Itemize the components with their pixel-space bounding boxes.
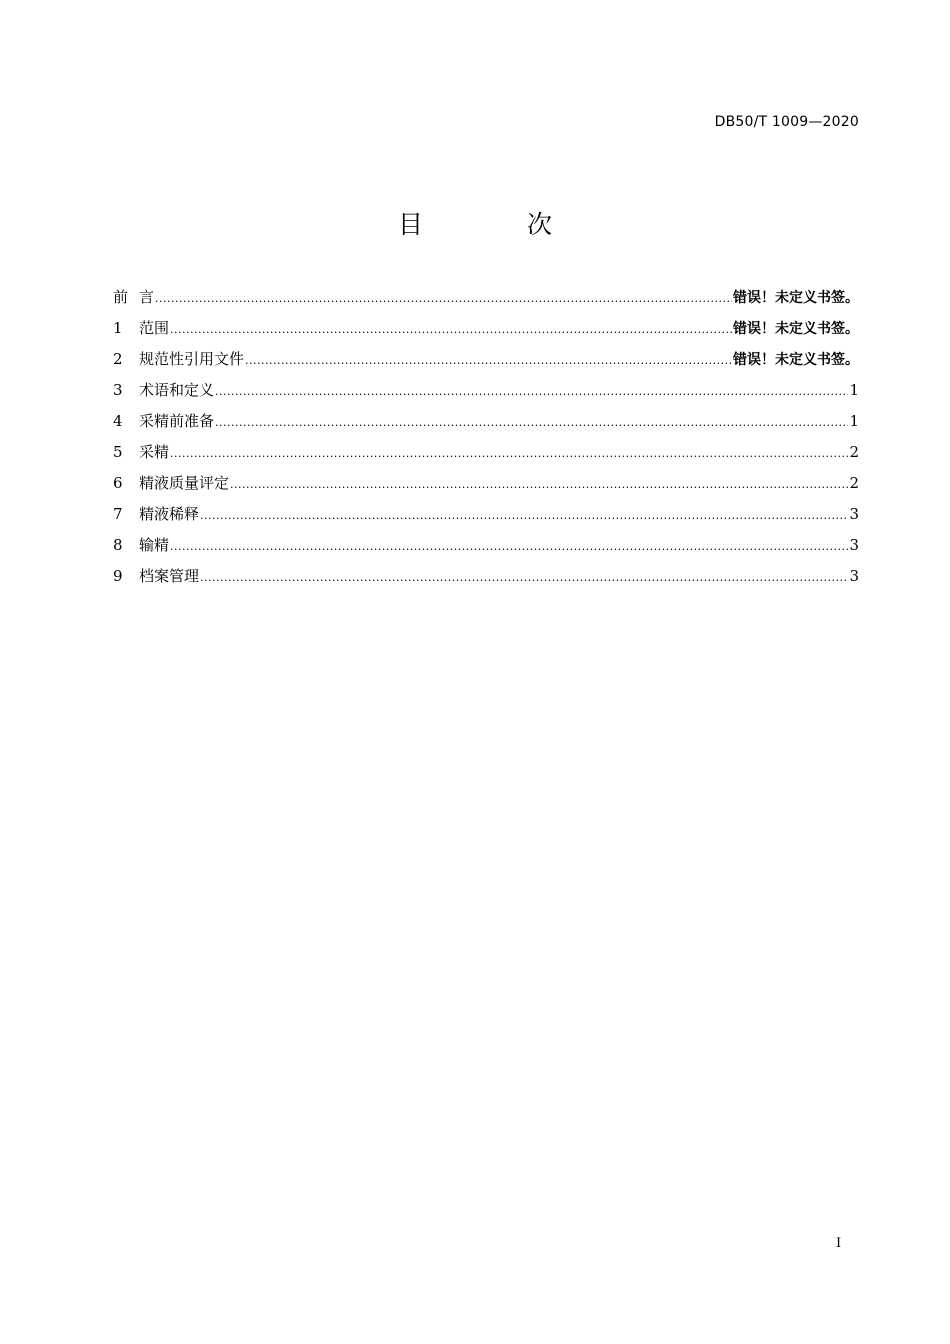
toc-entry-collection[interactable] [113, 440, 859, 471]
dot-leader [170, 442, 848, 466]
dot-leader [170, 535, 848, 559]
toc-entry-title: 采精 [139, 443, 170, 461]
toc-entry-quality-evaluation[interactable] [113, 471, 859, 502]
toc-entry-title: 精液质量评定 [139, 474, 230, 492]
toc-entry-title: 档案管理 [139, 567, 200, 585]
toc-entry-dilution[interactable] [113, 502, 859, 533]
dot-leader [230, 473, 848, 497]
toc-entry-number: 2 [113, 350, 123, 368]
table-of-contents [113, 285, 859, 595]
toc-entry-number: 6 [113, 474, 123, 492]
page-number: I [836, 1236, 842, 1251]
toc-entry-number: 4 [113, 412, 123, 430]
toc-entry-title: 言 [139, 288, 155, 306]
toc-entry-page: 错误！未定义书签。 [733, 290, 859, 306]
toc-entry-number: 9 [113, 567, 123, 585]
dot-leader [170, 318, 732, 342]
toc-entry-title: 采精前准备 [139, 412, 215, 430]
toc-entry-number: 8 [113, 536, 123, 554]
dot-leader [155, 287, 732, 311]
toc-entry-number: 3 [113, 381, 123, 399]
toc-entry-title: 规范性引用文件 [139, 350, 245, 368]
toc-entry-title: 输精 [139, 536, 170, 554]
toc-entry-records[interactable] [113, 564, 859, 595]
toc-entry-normative-references[interactable] [113, 347, 859, 378]
toc-entry-insemination[interactable] [113, 533, 859, 564]
toc-entry-page: 1 [849, 381, 859, 399]
toc-entry-terms-definitions[interactable] [113, 378, 859, 409]
toc-entry-title: 范围 [139, 319, 170, 337]
dot-leader [245, 349, 732, 373]
toc-entry-title: 精液稀释 [139, 505, 200, 523]
toc-entry-page: 2 [849, 443, 859, 461]
toc-entry-page: 错误！未定义书签。 [733, 321, 859, 337]
toc-entry-page: 3 [849, 536, 859, 554]
toc-entry-number: 5 [113, 443, 123, 461]
toc-entry-foreword[interactable] [113, 285, 859, 316]
dot-leader [215, 380, 848, 404]
toc-entry-number: 7 [113, 505, 123, 523]
toc-entry-preparation[interactable] [113, 409, 859, 440]
toc-title: 目 次 [398, 210, 600, 239]
toc-entry-page: 1 [849, 412, 859, 430]
toc-entry-page: 错误！未定义书签。 [733, 352, 859, 368]
document-code: DB50/T 1009—2020 [714, 114, 859, 130]
toc-entry-page: 3 [849, 505, 859, 523]
toc-entry-number: 前 [113, 288, 129, 306]
dot-leader [200, 504, 848, 528]
toc-entry-page: 3 [849, 567, 859, 585]
toc-entry-scope[interactable] [113, 316, 859, 347]
toc-entry-page: 2 [849, 474, 859, 492]
dot-leader [215, 411, 848, 435]
toc-entry-title: 术语和定义 [139, 381, 215, 399]
toc-entry-number: 1 [113, 319, 123, 337]
dot-leader [200, 566, 848, 590]
